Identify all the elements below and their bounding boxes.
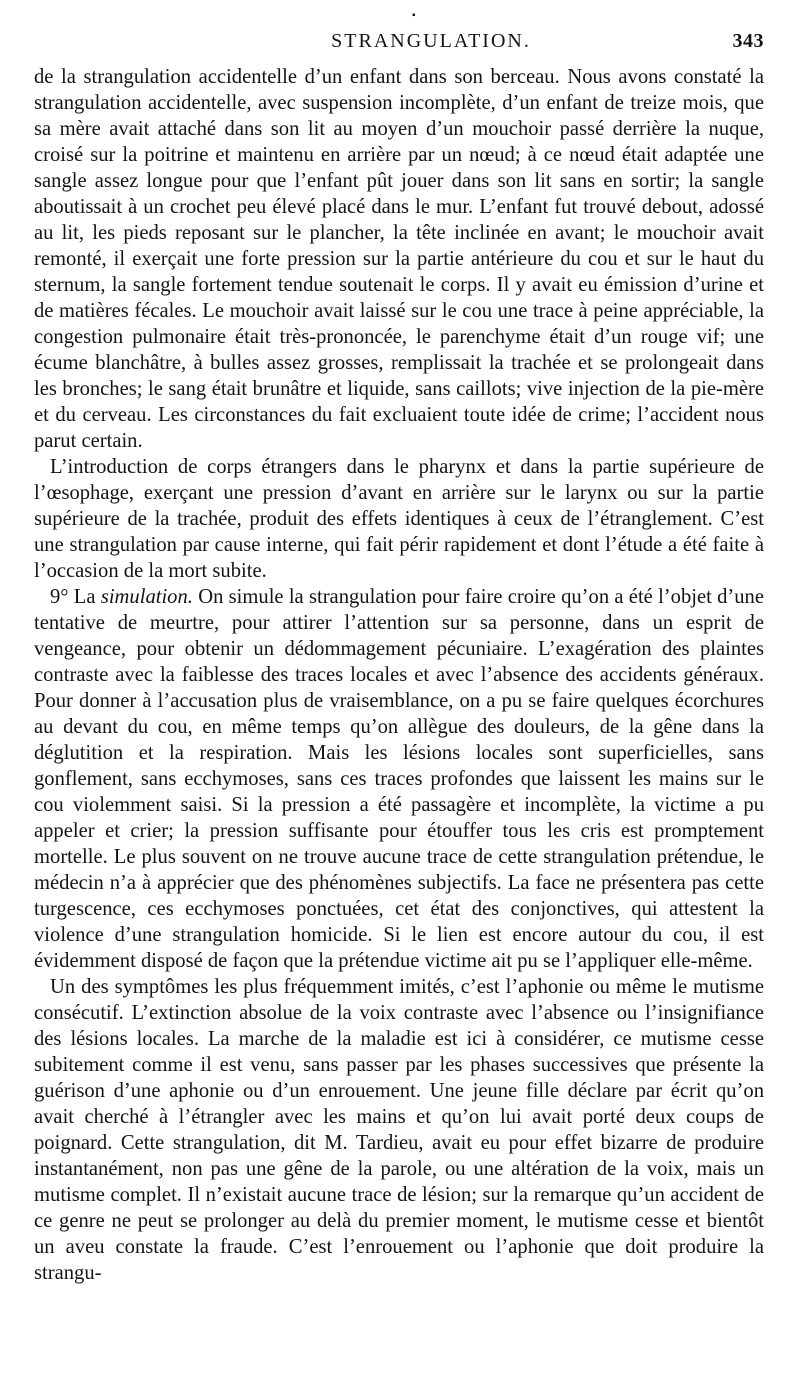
paragraph-foreign-bodies: L’introduction de corps étrangers dans le pharynx et dans la partie supérieure de l’œsophage, exerçant une pression d’avant en arrière sur le larynx ou sur la partie supérieure de la trachée, produit des effets identiques à ceux de l’étranglement. C’est une strangulation par cause interne, qui fait périr rapidement et dont l’étude a été faite à l’occasion de la mort subite. (34, 456, 764, 582)
section-text: On simule la strangulation pour faire croire qu’on a été l’objet d’une tentative de meurtre, pour attirer l’attention sur sa personne, dans un esprit de vengeance, pour obtenir un dédommagement pécuniaire. L’exagération des plaintes contraste avec la faiblesse des traces locales et avec l’absence des accidents généraux. Pour donner à l’accusation plus de vraisemblance, on a pu se faire quelques écorchures au devant du cou, en même temps qu’on allègue des douleurs, de la gêne dans la déglutition et la respiration. Mais les lésions locales sont superficielles, sans gonflement, sans ecchymoses, sans ces traces profondes que laissent les mains sur le cou violemment saisi. Si la pression a été passagère et incomplète, la victime a pu appeler et crier; la pression suffisante pour étouffer tous les cris est promptement mortelle. Le plus souvent on ne trouve aucune trace de cette strangulation prétendue, le médecin n’a à apprécier que des phénomènes subjectifs. La face ne présentera pas cette turgescence, ces ecchymoses ponctuées, cet état des conjonctives, qui attestent la violence d’une strangulation homicide. Si le lien est encore autour du cou, il est évidemment disposé de façon que la prétendue victime ait pu se l’appliquer elle-même. (34, 586, 764, 972)
paragraph-aphonia: Un des symptômes les plus fréquemment imités, c’est l’aphonie ou même le mutisme consécutif. L’extinction absolue de la voix contraste avec l’absence ou l’insignifiance des lésions locales. La marche de la maladie est ici à considérer, ce mutisme cesse subitement comme il est venu, sans passer par les phases successives que présente la guérison d’une aphonie ou d’un enrouement. Une jeune fille déclare par écrit qu’on avait cherché à l’étrangler avec les mains et qu’on lui avait porté deux coups de poignard. Cette strangulation, dit M. Tardieu, avait eu pour effet bizarre de produire instantanément, non pas une gêne de la parole, ou une altération de la voix, mais un mutisme complet. Il n’existait aucune trace de lésion; sur la remarque qu’un accident de ce genre ne peut se prolonger au delà du premier moment, le mutisme cesse et bientôt un aveu constate la fraude. C’est l’enrouement ou l’aphonie que doit produire la strangu- (34, 976, 764, 1284)
section-number: 9° La (50, 586, 96, 608)
running-title: STRANGULATION. (331, 30, 531, 52)
page-header (34, 30, 764, 58)
print-mark: ▪ (412, 10, 416, 21)
page-number: 343 (732, 30, 765, 52)
section-title: simulation. (100, 586, 193, 608)
paragraph-simulation (34, 584, 764, 974)
paragraph-continuation: de la strangulation accidentelle d’un enfant dans son berceau. Nous avons constaté la strangulation accidentelle, avec suspension incomplète, d’un enfant de treize mois, que sa mère avait attaché dans son lit au moyen d’un mouchoir passé derrière la nuque, croisé sur la poitrine et maintenu en arrière par un nœud; à ce nœud était adaptée une sangle assez longue pour que l’enfant pût jouer dans son lit sans en sortir; la sangle aboutissait à un crochet peu élevé placé dans le mur. L’enfant fut trouvé debout, adossé au lit, les pieds reposant sur le plancher, la tête inclinée en avant; le mouchoir avait remonté, il exerçait une forte pression sur la partie antérieure du cou et sur le haut du sternum, la sangle fortement tendue soutenait le corps. Il y avait eu émission d’urine et de matières fécales. Le mouchoir avait laissé sur le cou une trace à peine appréciable, la congestion pulmonaire était très-prononcée, le parenchyme était d’un rouge vif; une écume blanchâtre, à bulles assez grosses, remplissait la trachée et se prolongeait dans les bronches; le sang était brunâtre et liquide, sans caillots; vive injection de la pie-mère et du cerveau. Les circonstances du fait excluaient toute idée de crime; l’accident nous parut certain. (34, 66, 764, 452)
